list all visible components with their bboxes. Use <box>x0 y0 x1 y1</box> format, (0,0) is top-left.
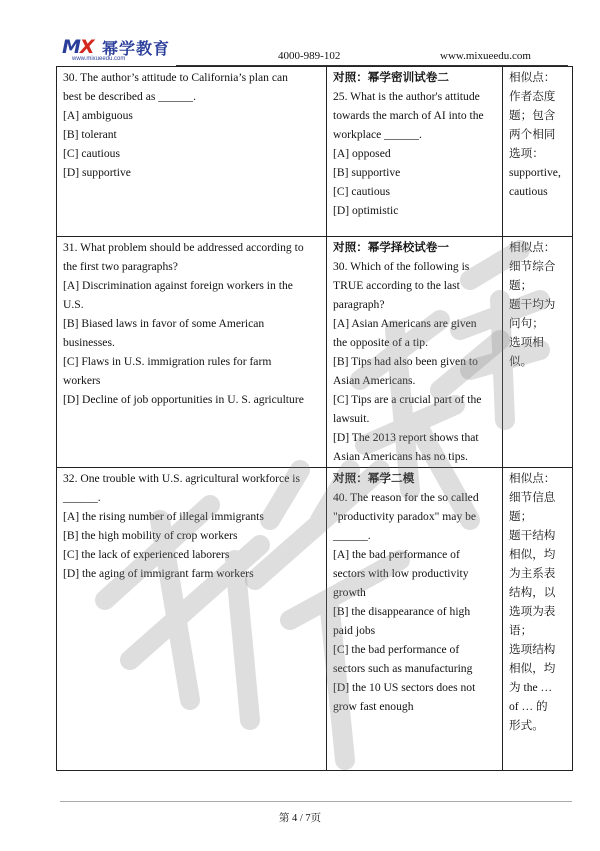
compare-line: lawsuit. <box>333 412 370 425</box>
similarity-line: 题； <box>509 510 533 523</box>
compare-line: [D] optimistic <box>333 204 399 217</box>
table-row <box>57 468 573 771</box>
question-line: U.S. <box>63 298 84 311</box>
similarity-line: 形式。 <box>509 719 544 732</box>
similarity-line: cautious <box>509 185 548 198</box>
question-line: [D] Decline of job opportunities in U. S. agriculture <box>63 393 304 406</box>
similarity-line: 为主系表 <box>509 567 556 580</box>
footer-rule <box>60 801 572 802</box>
page-number: 第 4 / 7页 <box>278 813 322 824</box>
compare-cell <box>327 468 503 771</box>
similarity-line: 相似点： <box>509 71 556 84</box>
similarity-line: 作者态度 <box>509 90 556 103</box>
compare-line: the opposite of a tip. <box>333 336 428 349</box>
compare-line: [D] The 2013 report shows that <box>333 431 479 444</box>
similarity-line: 选项： <box>509 147 544 160</box>
compare-line: [D] the 10 US sectors does not <box>333 681 476 694</box>
compare-line: Asian Americans has no tips. <box>333 450 468 463</box>
compare-line: workplace ______. <box>333 128 422 141</box>
compare-line: 25. What is the author's attitude <box>333 90 480 103</box>
question-line: [C] Flaws in U.S. immigration rules for farm <box>63 355 272 368</box>
similarity-line: 细节综合 <box>509 260 556 273</box>
question-stem: 32. One trouble with U.S. agricultural workforce is <box>63 472 300 485</box>
compare-title: 对照：幂学二模 <box>333 472 415 485</box>
similarity-line: 相似，均 <box>509 548 556 561</box>
logo-text: 幂学教育 <box>102 41 171 58</box>
compare-cell <box>327 237 503 468</box>
table-row <box>57 237 573 468</box>
compare-line: ______. <box>333 529 371 542</box>
question-line: ______. <box>63 491 101 504</box>
question-line: [A] ambiguous <box>63 109 133 122</box>
similarity-line: 两个相同 <box>509 128 556 141</box>
question-line: workers <box>63 374 101 387</box>
similarity-cell <box>503 67 573 237</box>
similarity-line: of … 的 <box>509 700 548 713</box>
compare-line: "productivity paradox" may be <box>333 510 477 523</box>
similarity-line: 题干结构 <box>509 529 556 542</box>
similarity-line: 相似点： <box>509 241 556 254</box>
question-stem: 30. The author’s attitude to California’s plan can <box>63 71 288 84</box>
similarity-cell <box>503 468 573 771</box>
similarity-line: 问句； <box>509 317 544 330</box>
compare-line: grow fast enough <box>333 700 414 713</box>
compare-title: 对照：幂学密训试卷二 <box>333 71 449 84</box>
question-cell <box>57 237 327 468</box>
question-line: [C] cautious <box>63 147 120 160</box>
compare-title: 对照：幂学择校试卷一 <box>333 241 449 254</box>
question-line: [B] Biased laws in favor of some American <box>63 317 265 330</box>
compare-line: [C] cautious <box>333 185 390 198</box>
compare-line: sectors such as manufacturing <box>333 662 473 675</box>
similarity-line: 为 the … <box>509 681 553 694</box>
similarity-line: 选项相 <box>509 336 544 349</box>
compare-line: growth <box>333 586 366 599</box>
compare-line: paragraph? <box>333 298 385 311</box>
question-line: [D] the aging of immigrant farm workers <box>63 567 254 580</box>
similarity-line: 语； <box>509 624 533 637</box>
website-url: www.mixueedu.com <box>440 50 531 62</box>
similarity-line: supportive, <box>509 166 561 179</box>
compare-line: 40. The reason for the so called <box>333 491 479 504</box>
similarity-line: 题干均为 <box>509 298 556 311</box>
compare-line: [B] Tips had also been given to <box>333 355 478 368</box>
question-line: businesses. <box>63 336 115 349</box>
compare-line: towards the march of AI into the <box>333 109 484 122</box>
page-header <box>56 30 566 66</box>
question-line: [C] the lack of experienced laborers <box>63 548 230 561</box>
similarity-line: 选项为表 <box>509 605 556 618</box>
similarity-line: 题；包含 <box>509 109 556 122</box>
compare-line: paid jobs <box>333 624 376 637</box>
question-stem: 31. What problem should be addressed according to <box>63 241 304 254</box>
compare-line: [A] opposed <box>333 147 391 160</box>
similarity-line: 细节信息 <box>509 491 556 504</box>
compare-line: [C] the bad performance of <box>333 643 460 656</box>
compare-line: sectors with low productivity <box>333 567 469 580</box>
question-line: [A] the rising number of illegal immigrants <box>63 510 264 523</box>
question-line: [B] tolerant <box>63 128 117 141</box>
comparison-table <box>56 66 573 771</box>
table-row <box>57 67 573 237</box>
compare-line: 30. Which of the following is <box>333 260 470 273</box>
compare-line: [A] Asian Americans are given <box>333 317 477 330</box>
question-cell <box>57 67 327 237</box>
question-line: the first two paragraphs? <box>63 260 178 273</box>
similarity-line: 题； <box>509 279 533 292</box>
compare-line: TRUE according to the last <box>333 279 460 292</box>
question-cell <box>57 468 327 771</box>
compare-line: [A] the bad performance of <box>333 548 460 561</box>
similarity-line: 相似，均 <box>509 662 556 675</box>
question-line: [D] supportive <box>63 166 131 179</box>
compare-line: [C] Tips are a crucial part of the <box>333 393 482 406</box>
logo-url: www.mixueedu.com <box>72 56 126 62</box>
question-line: best be described as ______. <box>63 90 196 103</box>
logo-mark: MX <box>62 36 94 58</box>
phone-number: 4000-989-102 <box>278 50 341 62</box>
similarity-line: 似。 <box>509 355 533 368</box>
compare-line: Asian Americans. <box>333 374 416 387</box>
compare-line: [B] supportive <box>333 166 401 179</box>
similarity-line: 结构，以 <box>509 586 556 599</box>
compare-line: [B] the disappearance of high <box>333 605 471 618</box>
question-line: [B] the high mobility of crop workers <box>63 529 238 542</box>
similarity-line: 相似点： <box>509 472 556 485</box>
similarity-line: 选项结构 <box>509 643 556 656</box>
question-line: [A] Discrimination against foreign workers in the <box>63 279 293 292</box>
similarity-cell <box>503 237 573 468</box>
compare-cell <box>327 67 503 237</box>
